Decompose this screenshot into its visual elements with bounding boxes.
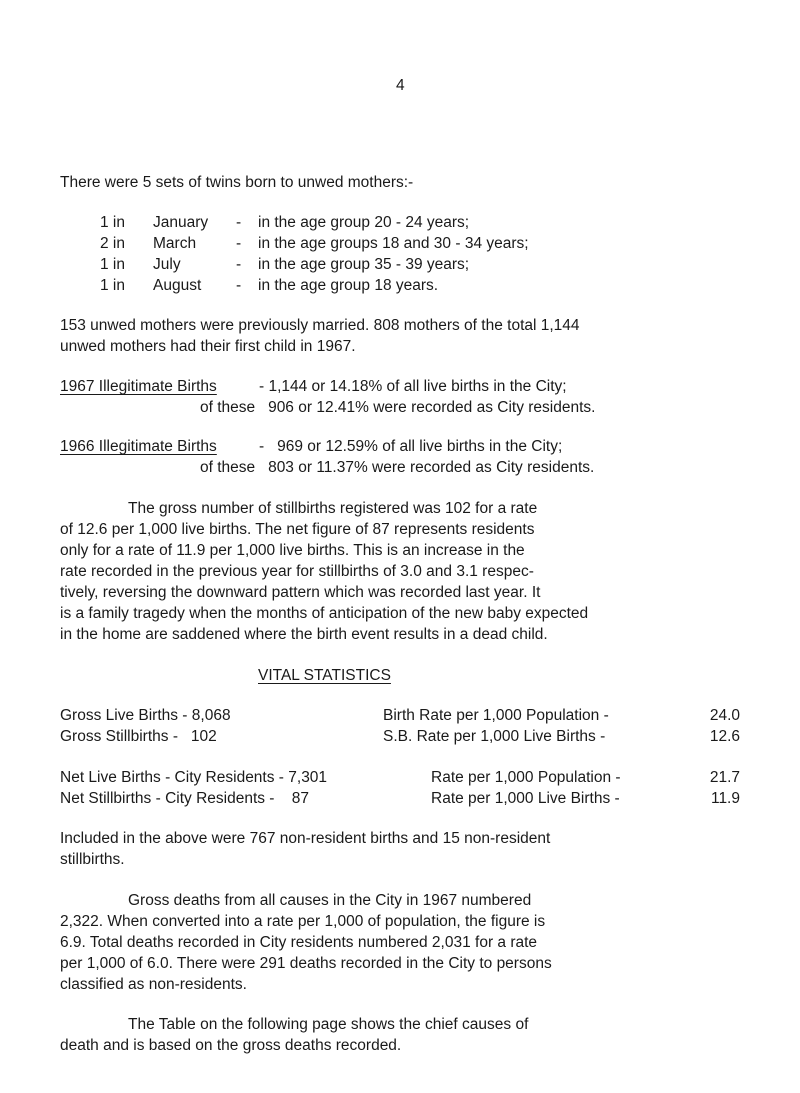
vital-stats-note-line1: Included in the above were 767 non-resident births and 15 non-resident <box>60 830 551 847</box>
paragraph-line: Gross deaths from all causes in the City in 1967 numbered <box>128 892 532 909</box>
vital-stat-rate-label: Rate per 1,000 Population - <box>431 769 621 786</box>
paragraph-line: in the home are saddened where the birth event results in a dead child. <box>60 626 548 643</box>
paragraph-line: per 1,000 of 6.0. There were 291 deaths recorded in the City to persons <box>60 955 552 972</box>
twins-desc: in the age groups 18 and 30 - 34 years; <box>258 235 529 252</box>
twins-intro: There were 5 sets of twins born to unwed mothers:- <box>60 174 414 191</box>
paragraph-line: of 12.6 per 1,000 live births. The net figure of 87 represents residents <box>60 521 535 538</box>
twins-month: January <box>153 214 209 231</box>
illegit-1966-heading: 1966 Illegitimate Births <box>60 438 217 455</box>
paragraph-line: tively, reversing the downward pattern which was recorded last year. It <box>60 584 541 601</box>
vital-stat-label: Gross Live Births - 8,068 <box>60 707 231 724</box>
vital-stat-rate-label: Rate per 1,000 Live Births - <box>431 790 620 807</box>
vital-stat-value: 11.9 <box>710 790 740 807</box>
twins-desc: in the age group 20 - 24 years; <box>258 214 470 231</box>
paragraph-line: 6.9. Total deaths recorded in City residents numbered 2,031 for a rate <box>60 934 538 951</box>
twins-dash: - <box>236 214 242 231</box>
twins-month: March <box>153 235 197 252</box>
illegit-1967-line1: - 1,144 or 14.18% of all live births in the City; <box>259 378 567 395</box>
twins-month: August <box>153 277 202 294</box>
twins-count: 1 in <box>100 277 125 294</box>
married-line-2: unwed mothers had their first child in 1967. <box>60 338 356 355</box>
twins-dash: - <box>236 256 242 273</box>
vital-stat-rate-label: Birth Rate per 1,000 Population - <box>383 707 609 724</box>
twins-count: 2 in <box>100 235 125 252</box>
paragraph-line: 2,322. When converted into a rate per 1,000 of population, the figure is <box>60 913 546 930</box>
twins-count: 1 in <box>100 214 125 231</box>
illegit-1966-line1: - 969 or 12.59% of all live births in the City; <box>259 438 563 455</box>
paragraph-line: death and is based on the gross deaths recorded. <box>60 1037 402 1054</box>
vital-stat-value: 21.7 <box>709 769 740 786</box>
vital-stat-label: Net Live Births - City Residents - 7,301 <box>60 769 328 786</box>
vital-stat-value: 12.6 <box>709 728 740 745</box>
paragraph-line: The Table on the following page shows the chief causes of <box>128 1016 529 1033</box>
vital-stat-value: 24.0 <box>709 707 740 724</box>
vital-stat-label: Net Stillbirths - City Residents - 87 <box>60 790 309 807</box>
illegit-1966-line2: of these 803 or 11.37% were recorded as City residents. <box>200 459 595 476</box>
vital-stats-heading: VITAL STATISTICS <box>258 667 391 684</box>
twins-dash: - <box>236 277 242 294</box>
vital-stats-note-line2: stillbirths. <box>60 851 125 868</box>
paragraph-line: classified as non-residents. <box>60 976 247 993</box>
twins-desc: in the age group 18 years. <box>258 277 439 294</box>
illegit-1967-heading: 1967 Illegitimate Births <box>60 378 217 395</box>
twins-desc: in the age group 35 - 39 years; <box>258 256 470 273</box>
twins-count: 1 in <box>100 256 125 273</box>
vital-stat-rate-label: S.B. Rate per 1,000 Live Births - <box>383 728 606 745</box>
page-number: 4 <box>396 77 405 94</box>
paragraph-line: is a family tragedy when the months of anticipation of the new baby expected <box>60 605 589 622</box>
paragraph-line: rate recorded in the previous year for stillbirths of 3.0 and 3.1 respec- <box>60 563 534 580</box>
paragraph-line: only for a rate of 11.9 per 1,000 live births. This is an increase in the <box>60 542 525 559</box>
paragraph-line: The gross number of stillbirths registered was 102 for a rate <box>128 500 538 517</box>
married-line-1: 153 unwed mothers were previously married. 808 mothers of the total 1,144 <box>60 317 580 334</box>
illegit-1967-line2: of these 906 or 12.41% were recorded as City residents. <box>200 399 596 416</box>
twins-month: July <box>153 256 181 273</box>
twins-dash: - <box>236 235 242 252</box>
vital-stat-label: Gross Stillbirths - 102 <box>60 728 217 745</box>
